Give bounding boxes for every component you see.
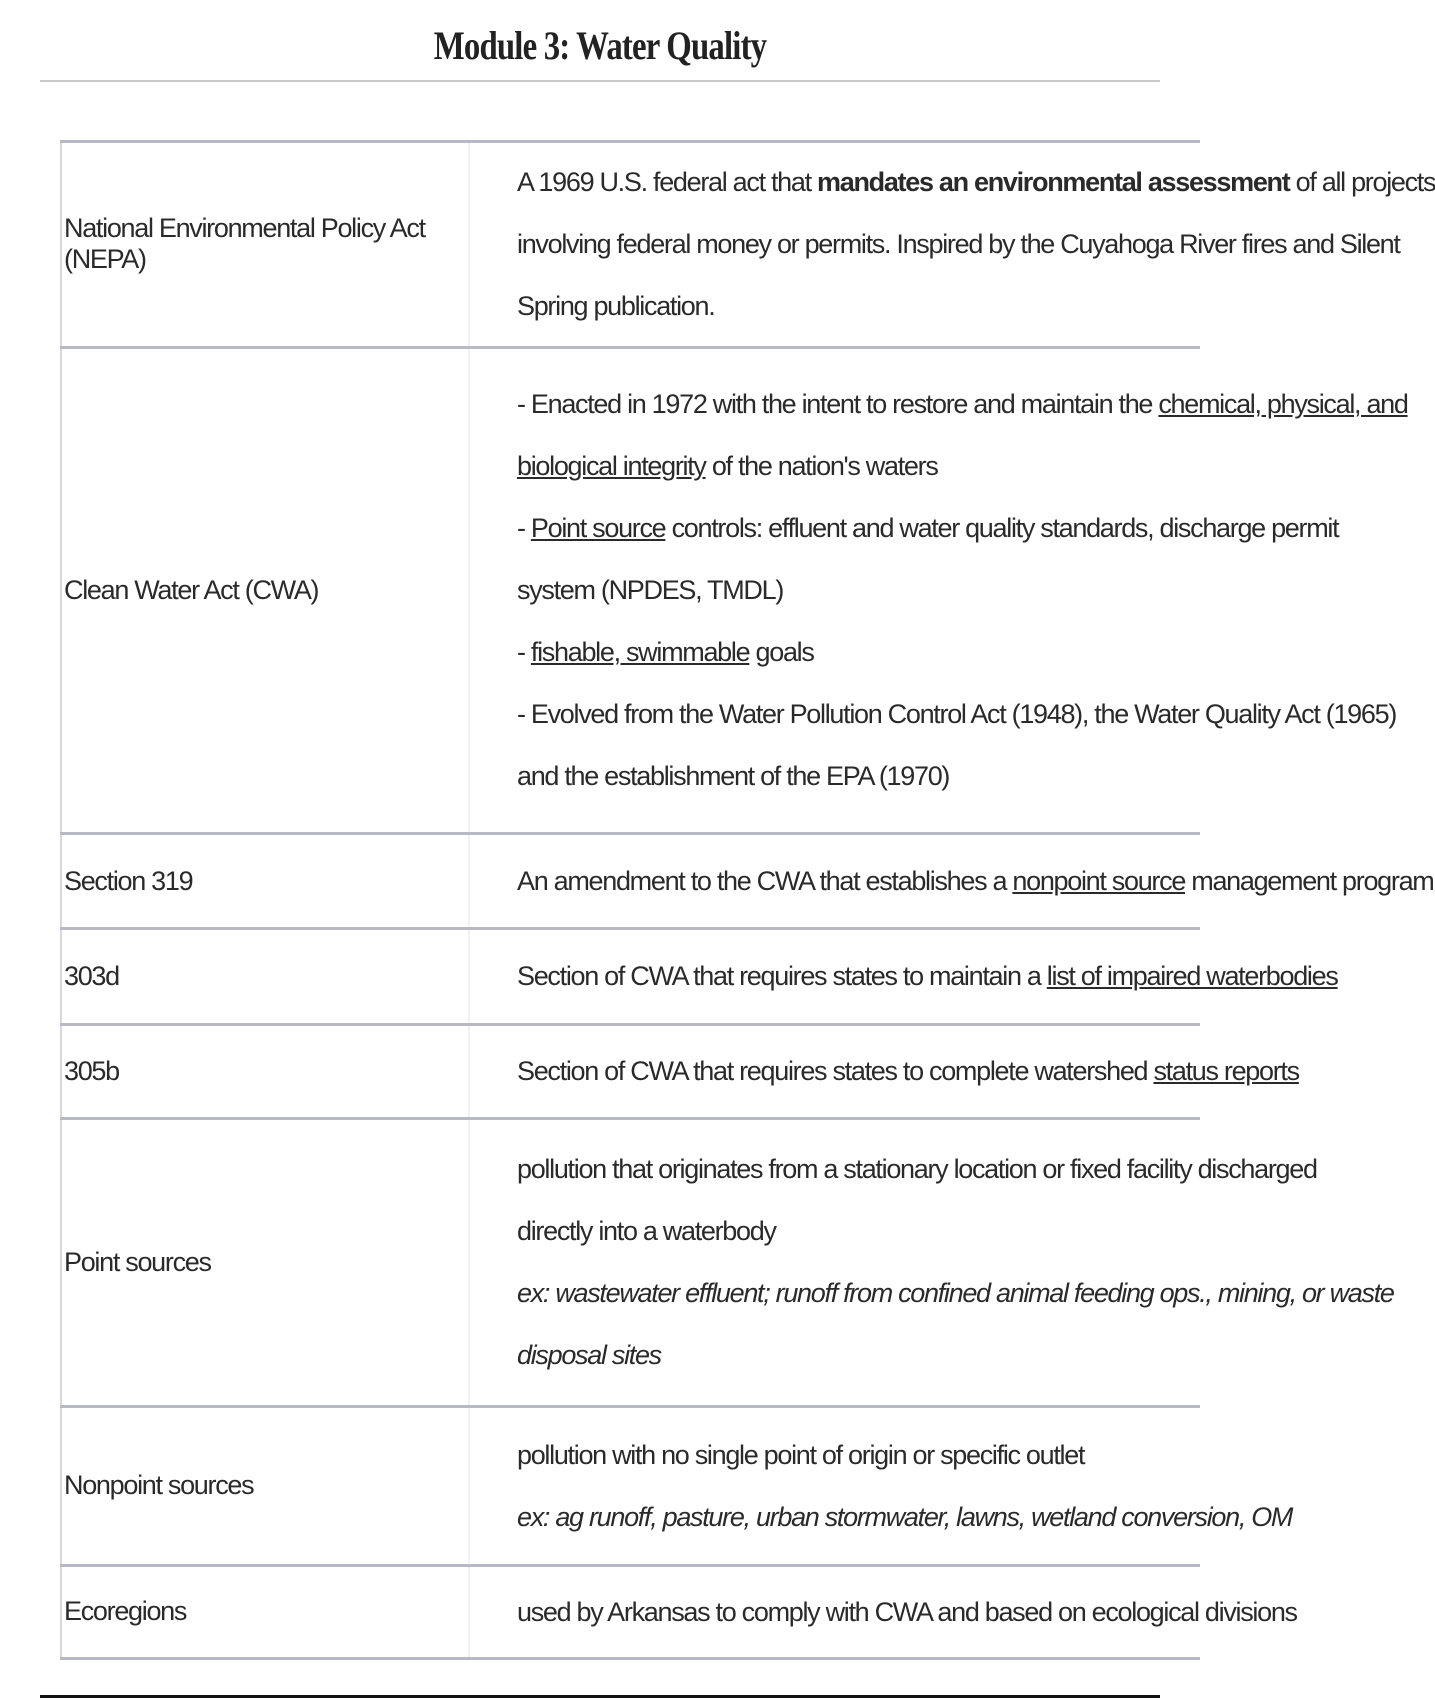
definition-line: directly into a waterbody [517,1216,776,1247]
term-cell: Point sources [61,1118,469,1406]
definition-text: An amendment to the CWA that establishes a [517,866,1013,897]
glossary-table [60,140,1435,1660]
definition-underline: fishable, swimmable [530,637,750,668]
term-cell: 303d [61,929,469,1024]
definition-example: ex: ag runoff, pasture, urban stormwater, lawns, wetland conversion, OM [517,1501,1293,1532]
definition-line: pollution with no single point of origin or specific outlet [517,1439,1085,1470]
table-row [61,1565,1200,1658]
definition-text: management program [1185,866,1434,897]
definition-line: pollution that originates from a stationary location or fixed facility discharged [517,1154,1317,1185]
definition-underline: Point source [530,513,666,544]
definition-underline: list of impaired waterbodies [1046,961,1338,992]
term-cell: 305b [61,1024,469,1118]
definition-line: and the establishment of the EPA (1970) [517,761,950,792]
definition-cell [469,1118,1394,1406]
definition-text: goals [749,637,814,668]
term-cell: Section 319 [61,834,469,929]
footer-divider [40,1695,1160,1698]
table-row [61,834,1200,929]
definition-emphasis: mandates an environmental assessment [817,167,1290,198]
table-row [61,142,1200,348]
definition-line: used by Arkansas to comply with CWA and based on ecological divisions [517,1596,1297,1627]
definition-line: - Evolved from the Water Pollution Control Act (1948), the Water Quality Act (1965) [517,699,1397,730]
definition-cell [469,834,1434,929]
definition-cell [469,929,1338,1024]
table-row [61,1118,1200,1406]
table-row [61,347,1200,833]
definition-text: Section of CWA that requires states to maintain a [517,961,1047,992]
definition-cell [469,1406,1293,1565]
table-row [61,929,1200,1024]
title-divider [40,80,1160,82]
definition-text: - [517,513,531,544]
definition-underline: nonpoint source [1012,866,1186,897]
term-cell: Clean Water Act (CWA) [61,347,469,833]
definition-text: of all projects [1289,167,1435,198]
definition-line: Spring publication. [517,291,715,322]
definition-text: - Enacted in 1972 with the intent to restore and maintain the [517,389,1159,420]
definition-line [517,435,1200,497]
definition-cell [469,1565,1297,1658]
table-row [61,1024,1200,1118]
definition-line [517,151,1435,213]
definition-text: A 1969 U.S. federal act that [517,167,818,198]
definition-cell [469,347,1408,833]
definition-cell [469,142,1435,348]
definition-text: Section of CWA that requires states to complete watershed [517,1056,1154,1087]
definition-underline: chemical, physical, and [1158,389,1408,420]
definition-line [517,621,1200,683]
definition-cell [469,1024,1299,1118]
definition-line [517,497,1339,559]
definition-line [517,373,1408,435]
table-row [61,1406,1200,1565]
definition-line: system (NPDES, TMDL) [517,575,784,606]
definition-line: involving federal money or permits. Inspired by the Cuyahoga River fires and Silent [517,229,1400,260]
definition-text: - [517,637,531,668]
term-cell: Nonpoint sources [61,1406,469,1565]
term-cell: National Environmental Policy Act (NEPA) [61,142,469,348]
definition-text: controls: effluent and water quality standards, discharge permit [665,513,1339,544]
page-title: Module 3: Water Quality [433,23,767,68]
definition-example: disposal sites [517,1340,661,1371]
definition-underline: status reports [1153,1056,1299,1087]
term-cell: Ecoregions [61,1565,469,1658]
definition-text: of the nation's waters [705,451,938,482]
definition-example: ex: wastewater effluent; runoff from confined animal feeding ops., mining, or waste [517,1278,1394,1309]
definition-underline: biological integrity [517,451,706,482]
